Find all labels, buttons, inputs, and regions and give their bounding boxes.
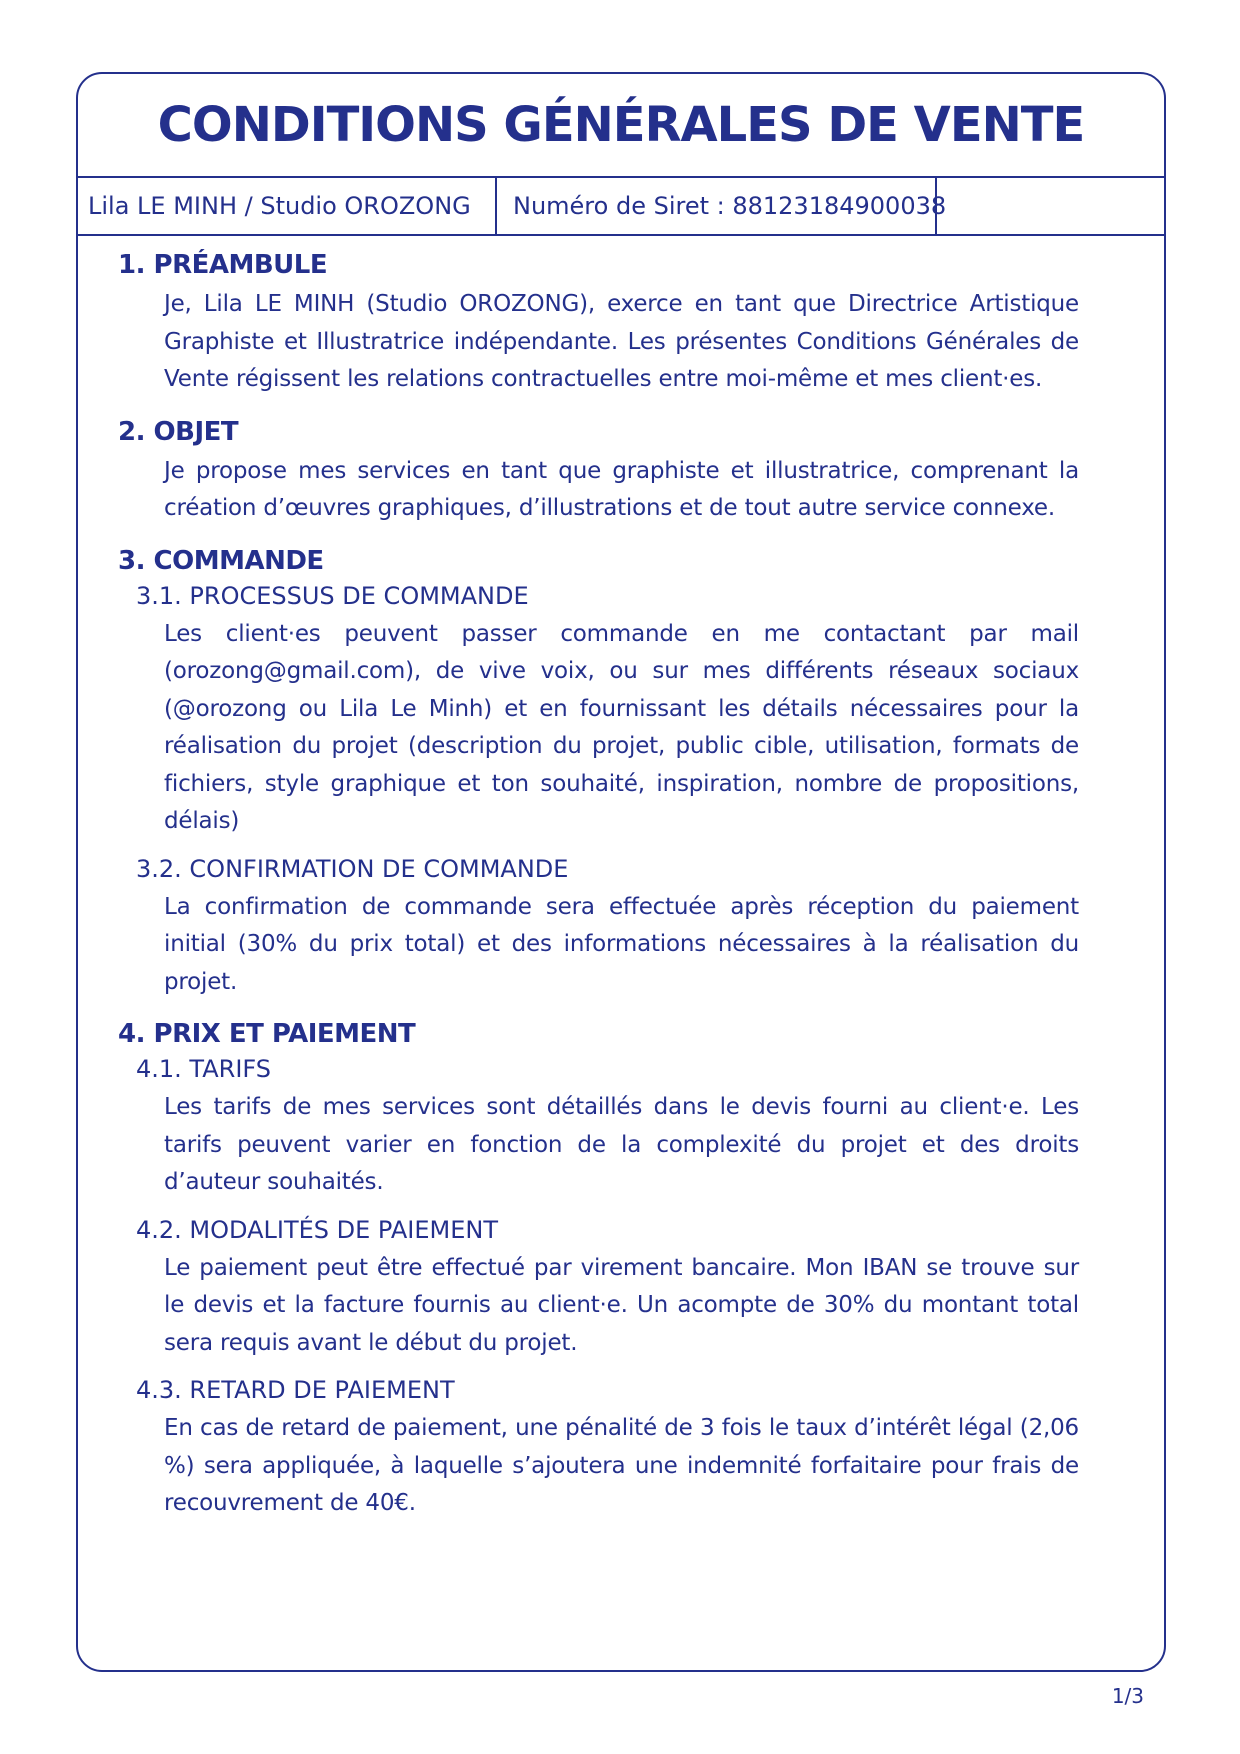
subsection-text-retard: En cas de retard de paiement, une pénalité de 3 fois le taux d’intérêt légal (2,06 %) sera appliquée, à laquelle s’ajoutera une indemnité forfaitaire pour frais de recouvrement de 40€. [164, 1415, 1079, 1516]
section-text-objet: Je propose mes services en tant que graphiste et illustratrice, comprenant la création d’œuvres graphiques, d’illustrations et de tout autre service connexe. [164, 457, 1079, 521]
section-text-preambule: Je, Lila LE MINH (Studio OROZONG), exerce en tant que Directrice Artistique Graphiste et Illustratrice indépendante. Les présentes Conditions Générales de Vente régissent les relations contractuelles entre moi-même et mes client·es. [164, 291, 1079, 392]
siret-cell: Numéro de Siret : 88123184900038 [497, 178, 937, 234]
section-title-preambule: 1. PRÉAMBULE [118, 250, 328, 280]
subsection-text-modalites: Le paiement peut être effectué par virement bancaire. Mon IBAN se trouve sur le devis et la facture fournis au client·e. Un acompte de 30% du montant total sera requis avant le début du projet. [164, 1254, 1079, 1356]
section-title-commande: 3. COMMANDE [118, 545, 324, 576]
document-title: CONDITIONS GÉNÉRALES DE VENTE [78, 74, 1164, 178]
subsection-title-tarifs: 4.1. TARIFS [136, 1055, 272, 1083]
author-cell: Lila LE MINH / Studio OROZONG [78, 178, 497, 234]
subsection-text-confirmation: La confirmation de commande sera effectuée après réception du paiement initial (30% du prix total) et des informations nécessaires à la réalisation du projet. [164, 893, 1079, 995]
document-content [78, 236, 1164, 1523]
subsection-title-confirmation: 3.2. CONFIRMATION DE COMMANDE [136, 854, 569, 883]
subsection-text-processus: Les client·es peuvent passer commande en me contactant par mail (orozong@gmail.com), de vive voix, ou sur mes différents réseaux sociaux (@orozong ou Lila Le Minh) et en fournissant les détails nécessaires pour la réalisation du projet (description du projet, public cible, utilisation, formats de fichiers, style graphique et ton souhaité, inspiration, nombre de propositions, délais) [164, 620, 1079, 834]
section-title-prix: 4. PRIX ET PAIEMENT [118, 1019, 416, 1049]
section-title-objet: 2. OBJET [118, 416, 239, 447]
subsection-title-modalites: 4.2. MODALITÉS DE PAIEMENT [136, 1215, 498, 1244]
subsection-text-tarifs: Les tarifs de mes services sont détaillés dans le devis fourni au client·e. Les tarifs peuvent varier en fonction de la complexité du projet et des droits d’auteur souhaités. [164, 1094, 1079, 1195]
page-number: 1/3 [1111, 1684, 1144, 1708]
info-row [78, 178, 1164, 236]
subsection-title-processus: 3.1. PROCESSUS DE COMMANDE [136, 581, 529, 610]
document-frame [76, 72, 1166, 1672]
subsection-title-retard: 4.3. RETARD DE PAIEMENT [136, 1376, 455, 1404]
